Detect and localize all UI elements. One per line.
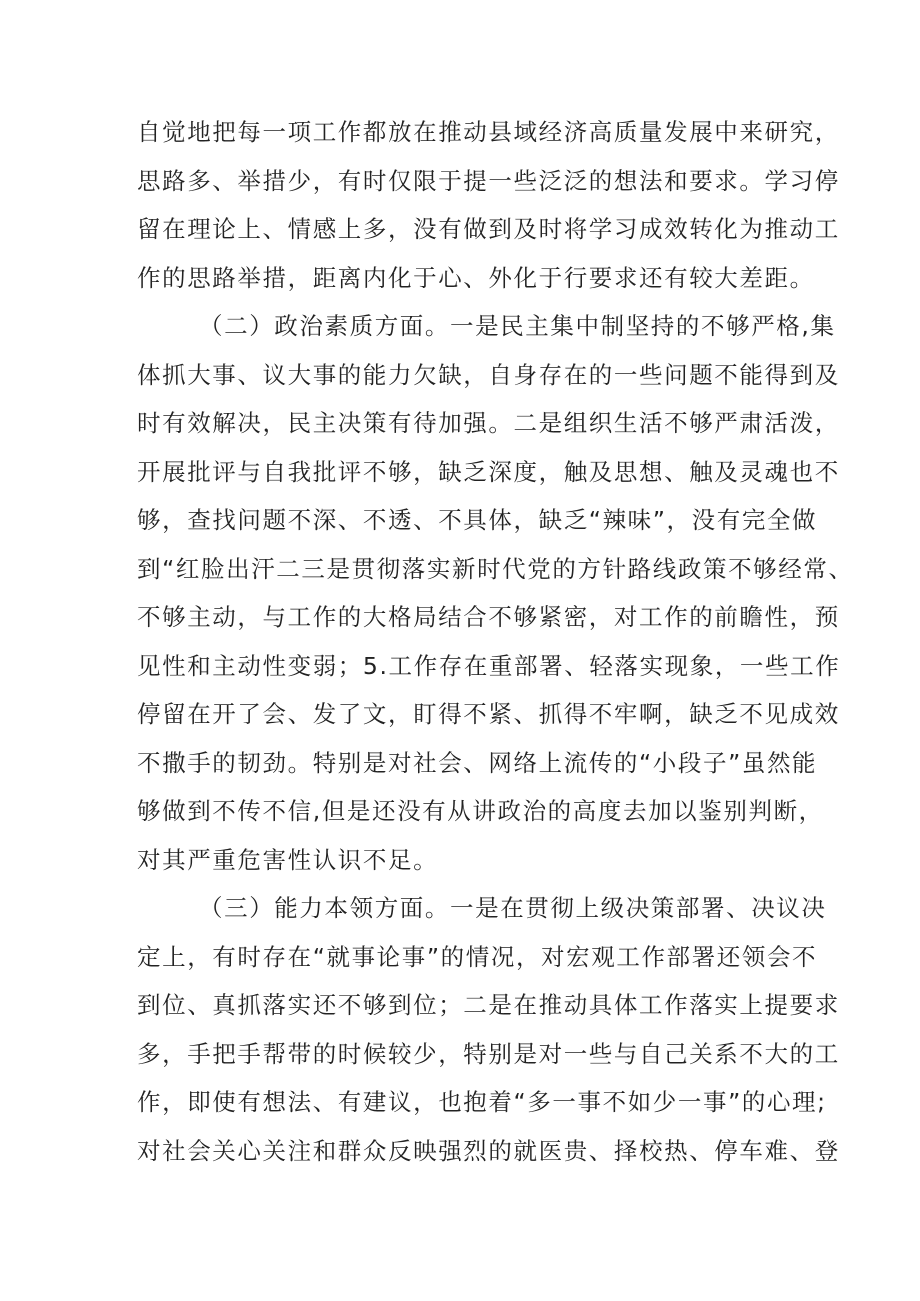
- text-line: 多，手把手帮带的时候较少，特别是对一些与自己关系不大的工: [137, 1039, 840, 1068]
- text-line: 停留在开了会、发了文，盯得不紧、抓得不牢啊，缺乏不见成效: [137, 700, 840, 728]
- text-line: 留在理论上、情感上多，没有做到及时将学习成效转化为推动工: [137, 215, 840, 243]
- body-text: [137, 108, 854, 1175]
- text-line: 见性和主动性变弱；5.工作存在重部署、轻落实现象，一些工作: [137, 651, 841, 680]
- text-line: 思路多、举措少，有时仅限于提一些泛泛的想法和要求。学习停: [137, 166, 840, 195]
- text-line: 到“红脸出汗二三是贯彻落实新时代党的方针路线政策不够经常、: [137, 554, 854, 583]
- text-line: 对其严重危害性认识不足。: [137, 845, 439, 874]
- text-line: 时有效解决，民主决策有待加强。二是组织生活不够严肃活泼，: [137, 409, 840, 437]
- text-line: 体抓大事、议大事的能力欠缺，自身存在的一些问题不能得到及: [137, 360, 840, 389]
- text-line: 开展批评与自我批评不够，缺乏深度，触及思想、触及灵魂也不: [137, 457, 840, 486]
- text-line: 作的思路举措，距离内化于心、外化于行要求还有较大差距。: [137, 263, 815, 292]
- text-line: 定上，有时存在“就事论事”的情况，对宏观工作部署还领会不: [137, 942, 818, 971]
- section-heading-line: （二）政治素质方面。一是民主集中制坚持的不够严格,集: [199, 312, 836, 340]
- text-line: 到位、真抓落实还不够到位；二是在推动具体工作落实上提要求: [137, 991, 840, 1019]
- text-line: 作，即使有想法、有建议，也抱着“多一事不如少一事”的心理;: [137, 1088, 827, 1116]
- text-line: 自觉地把每一项工作都放在推动县域经济高质量发展中来研究，: [137, 118, 840, 146]
- text-line: 不撒手的韧劲。特别是对社会、网络上流传的“小段子”虽然能: [137, 748, 818, 777]
- text-line: 够，查找问题不深、不透、不具体，缺乏“辣味”，没有完全做: [137, 506, 818, 534]
- text-line: 对社会关心关注和群众反映强烈的就医贵、择校热、停车难、登: [137, 1136, 840, 1165]
- text-line: 够做到不传不信,但是还没有从讲政治的高度去加以鉴别判断，: [137, 797, 824, 825]
- text-line: 不够主动，与工作的大格局结合不够紧密，对工作的前瞻性，预: [137, 603, 840, 631]
- section-heading-line: （三）能力本领方面。一是在贯彻上级决策部署、决议决: [199, 894, 827, 922]
